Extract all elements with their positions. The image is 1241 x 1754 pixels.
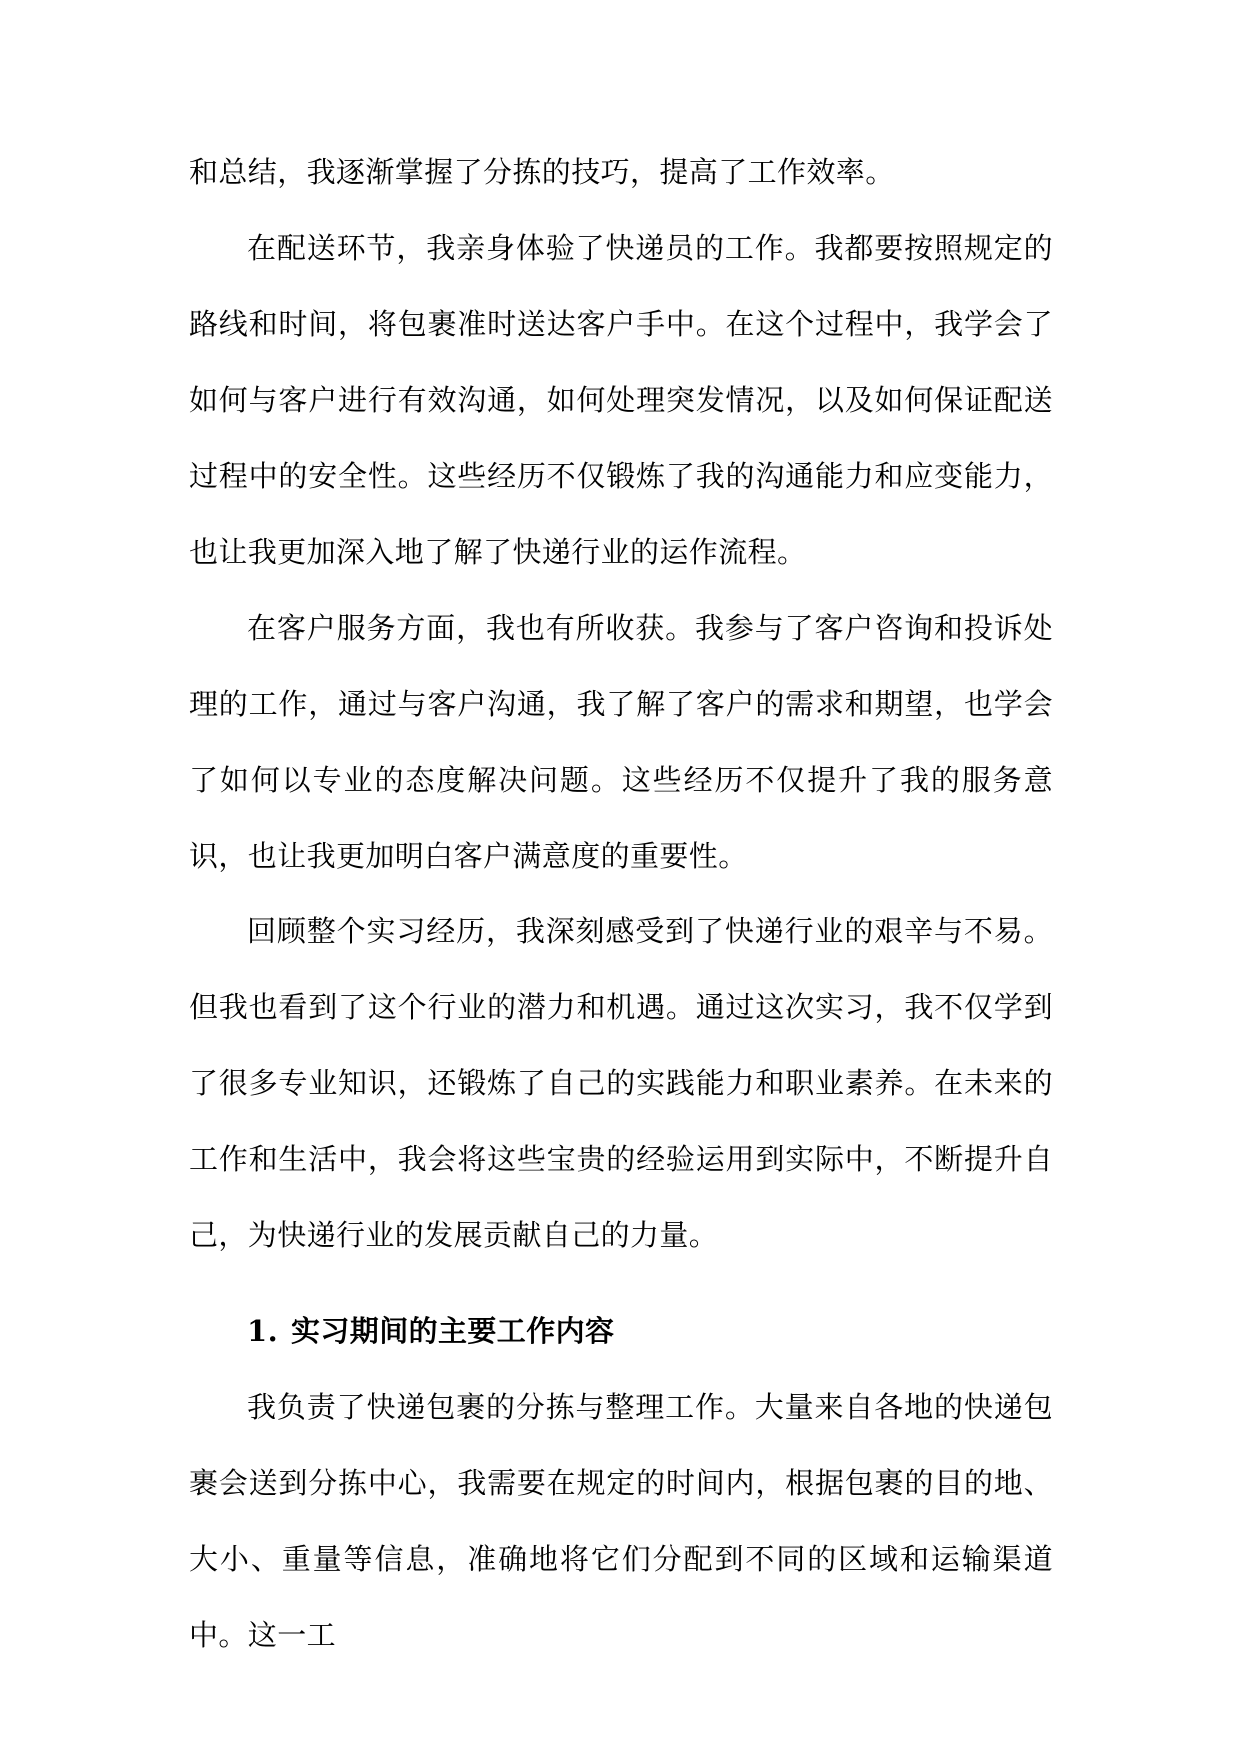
paragraph-review: 回顾整个实习经历，我深刻感受到了快递行业的艰辛与不易。但我也看到了这个行业的潜力和机遇。通过这次实习，我不仅学到了很多专业知识，还锻炼了自己的实践能力和职业素养。在未来的工作和生活中，我会将这些宝贵的经验运用到实际中，不断提升自己，为快递行业的发展贡献自己的力量。	[189, 914, 1053, 1252]
section-heading-number: 1.	[247, 1314, 279, 1348]
paragraph-sorting-work: 我负责了快递包裹的分拣与整理工作。大量来自各地的快递包裹会送到分拣中心，我需要在规定的时间内，根据包裹的目的地、大小、重量等信息，准确地将它们分配到不同的区域和运输渠道中。这一工	[189, 1390, 1053, 1652]
paragraph-delivery: 在配送环节，我亲身体验了快递员的工作。我都要按照规定的路线和时间，将包裹准时送达客户手中。在这个过程中，我学会了如何与客户进行有效沟通，如何处理突发情况，以及如何保证配送过程中的安全性。这些经历不仅锻炼了我的沟通能力和应变能力，也让我更加深入地了解了快递行业的运作流程。	[189, 231, 1053, 569]
section-heading	[247, 1293, 614, 1369]
paragraph-continuation: 和总结，我逐渐掌握了分拣的技巧，提高了工作效率。	[189, 155, 895, 189]
section-heading-title: 实习期间的主要工作内容	[291, 1314, 615, 1348]
paragraph-customer-service: 在客户服务方面，我也有所收获。我参与了客户咨询和投诉处理的工作，通过与客户沟通，我了解了客户的需求和期望，也学会了如何以专业的态度解决问题。这些经历不仅提升了我的服务意识，也让我更加明白客户满意度的重要性。	[189, 611, 1053, 873]
